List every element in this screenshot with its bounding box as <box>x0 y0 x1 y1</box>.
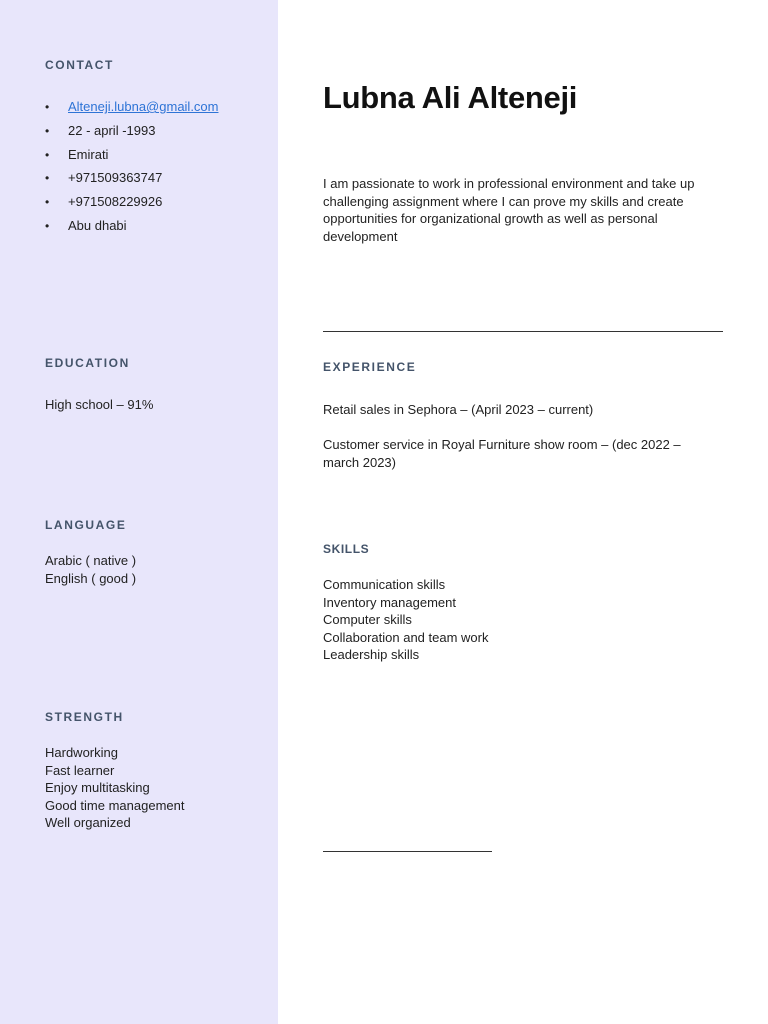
language-item: Arabic ( native ) <box>45 553 137 568</box>
contact-email-item <box>45 97 219 121</box>
strength-list <box>45 744 184 832</box>
contact-phone-2: • +971508229926 <box>45 192 219 216</box>
email-link[interactable]: Alteneji.lubna@gmail.com <box>68 99 219 114</box>
strength-heading: STRENGTH <box>45 710 124 724</box>
skill-item: Inventory management <box>323 594 456 610</box>
skill-item: Collaboration and team work <box>323 629 489 645</box>
language-list <box>45 552 136 587</box>
footer-divider <box>323 851 492 852</box>
contact-location: • Abu dhabi <box>45 216 219 240</box>
experience-item: Customer service in Royal Furniture show room – (dec 2022 – march 2023) <box>323 437 681 470</box>
education-heading: EDUCATION <box>45 356 130 370</box>
language-heading: LANGUAGE <box>45 518 127 532</box>
skill-item: Leadership skills <box>323 647 420 663</box>
experience-item: Retail sales in Sephora – (April 2023 – current) <box>323 402 594 417</box>
contact-heading: CONTACT <box>45 58 114 72</box>
strength-item: Fast learner <box>45 762 115 778</box>
summary-paragraph: I am passionate to work in professional environment and take up challenging assignment where I can prove my skills and create opportunities for organizational growth as well as personal development <box>323 176 695 244</box>
education-list <box>45 396 153 414</box>
skills-list <box>323 576 488 664</box>
strength-item: Good time management <box>45 797 185 813</box>
candidate-name: Lubna Ali Alteneji <box>323 80 578 115</box>
contact-nationality: • Emirati <box>45 145 219 169</box>
language-item: English ( good ) <box>45 570 137 586</box>
experience-heading: EXPERIENCE <box>323 360 417 374</box>
section-divider <box>323 331 723 332</box>
education-item: High school – 91% <box>45 397 154 412</box>
skill-item: Communication skills <box>323 577 446 592</box>
strength-item: Enjoy multitasking <box>45 780 150 796</box>
strength-item: Well organized <box>45 815 131 831</box>
contact-birthdate: • 22 - april -1993 <box>45 121 219 145</box>
contact-list <box>45 97 219 240</box>
contact-phone-1: • +971509363747 <box>45 168 219 192</box>
skill-item: Computer skills <box>323 612 412 628</box>
skills-heading: SKILLS <box>323 542 370 556</box>
strength-item: Hardworking <box>45 745 118 760</box>
